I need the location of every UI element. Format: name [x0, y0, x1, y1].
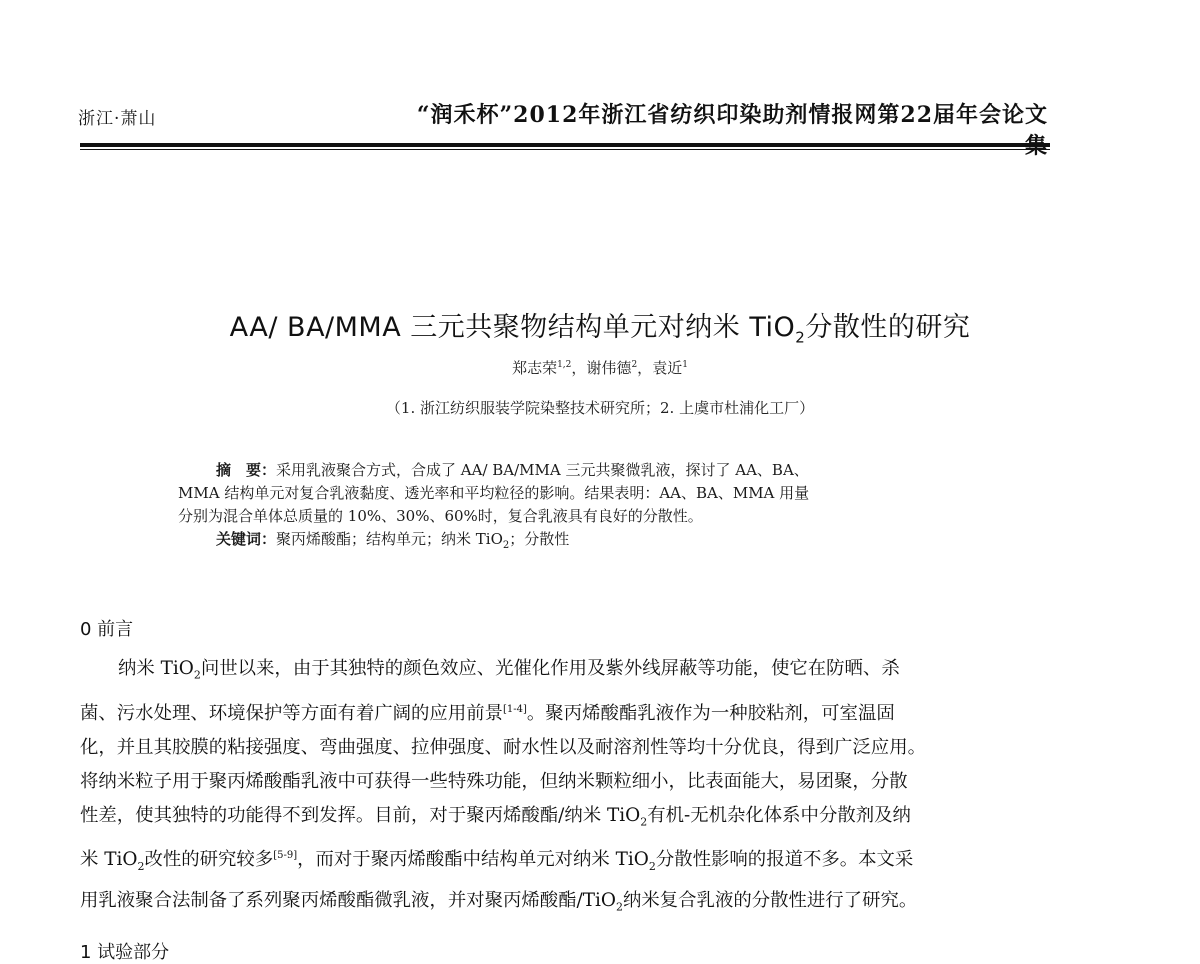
- header-left: 浙江·萧山: [78, 109, 157, 129]
- subscript: 2: [640, 815, 648, 829]
- authors: [0, 357, 1200, 378]
- abstract: [178, 459, 978, 557]
- paper-title: [0, 305, 1200, 346]
- citation: [1-4]: [503, 703, 527, 715]
- author-3: 袁近: [652, 359, 683, 377]
- citation: [5-9]: [273, 850, 298, 862]
- body-paragraph: [80, 652, 1050, 925]
- text: 菌、污水处理、环境保护等方面有着广阔的应用前景: [80, 702, 503, 724]
- author-2-affil: 2: [631, 360, 638, 370]
- affiliation: （1. 浙江纺织服装学院染整技术研究所；2. 上虞市杜浦化工厂）: [385, 399, 815, 417]
- text: 纳米 TiO: [118, 658, 194, 679]
- keywords-sub: 2: [502, 540, 510, 551]
- text: 性差，使其独特的功能得不到发挥。目前，对于聚丙烯酸酯/纳米 TiO: [80, 804, 641, 826]
- title-main: AA/ BA/MMA 三元共聚物结构单元对纳米 TiO: [229, 312, 796, 343]
- subscript: 2: [193, 668, 201, 682]
- body-line: [80, 839, 1050, 884]
- keywords-label: 关键词：: [216, 530, 277, 548]
- text: 米 TiO: [80, 849, 138, 871]
- body-line: 化，并且其胶膜的粘接强度、弯曲强度、拉伸强度、耐水性以及耐溶剂性等均十分优良，得到广泛应用。: [80, 736, 926, 758]
- subscript: 2: [137, 860, 145, 874]
- body-line: [80, 693, 1050, 731]
- subscript: 2: [615, 900, 623, 914]
- author-3-affil: 1: [682, 360, 688, 370]
- keywords: [178, 528, 978, 557]
- author-sep: ，: [571, 359, 587, 377]
- body-line: 将纳米粒子用于聚丙烯酸酯乳液中可获得一些特殊功能，但纳米颗粒细小，比表面能大，易团聚，分散: [80, 770, 908, 792]
- text: ，而对于聚丙烯酸酯中结构单元对纳米 TiO: [297, 849, 649, 871]
- section-heading-experiment: 1 试验部分: [80, 942, 170, 963]
- title-sub: 2: [795, 328, 806, 347]
- abstract-label: 摘 要：: [216, 461, 277, 479]
- body-line: [80, 799, 1050, 840]
- abstract-line: MMA 结构单元对复合乳液黏度、透光率和平均粒径的影响。结果表明：AA、BA、MMA 用量: [178, 484, 810, 502]
- body-line: [80, 652, 1050, 693]
- header-rule-thick: [80, 143, 1050, 147]
- text: 。聚丙烯酸酯乳液作为一种胶粘剂，可室温固: [526, 702, 895, 724]
- text: 分散性影响的报道不多。本文采: [655, 849, 914, 871]
- body-line: [80, 884, 1050, 925]
- keywords-text: 聚丙烯酸酯；结构单元；纳米 TiO: [276, 530, 503, 548]
- abstract-line: 分别为混合单体总质量的 10%、30%、60%时，复合乳液具有良好的分散性。: [178, 507, 703, 525]
- header-right: “润禾杯”2012年浙江省纺织印染助剂情报网第22届年会论文: [416, 102, 1048, 128]
- text: 用乳液聚合法制备了系列聚丙烯酸酯微乳液，并对聚丙烯酸酯/TiO: [80, 890, 616, 912]
- section-heading-intro: 0 前言: [80, 619, 134, 640]
- author-1: 郑志荣: [512, 359, 558, 377]
- keywords-text: ；分散性: [509, 530, 570, 548]
- text: 有机-无机杂化体系中分散剂及纳: [647, 804, 911, 826]
- header-rule-thin: [80, 149, 1050, 150]
- abstract-line: [178, 459, 978, 482]
- text: 问世以来，由于其独特的颜色效应、光催化作用及紫外线屏蔽等功能，使它在防晒、杀: [200, 658, 900, 679]
- text: 纳米复合乳液的分散性进行了研究。: [622, 890, 918, 912]
- text: 改性的研究较多: [144, 849, 274, 871]
- abstract-text: 采用乳液聚合方式，合成了 AA/ BA/MMA 三元共聚微乳液，探讨了 AA、BA、: [276, 461, 809, 479]
- author-1-affil: 1,2: [557, 360, 572, 370]
- subscript: 2: [648, 860, 656, 874]
- title-tail: 分散性的研究: [805, 312, 971, 343]
- author-2: 谢伟德: [586, 359, 632, 377]
- author-sep: ，: [637, 359, 653, 377]
